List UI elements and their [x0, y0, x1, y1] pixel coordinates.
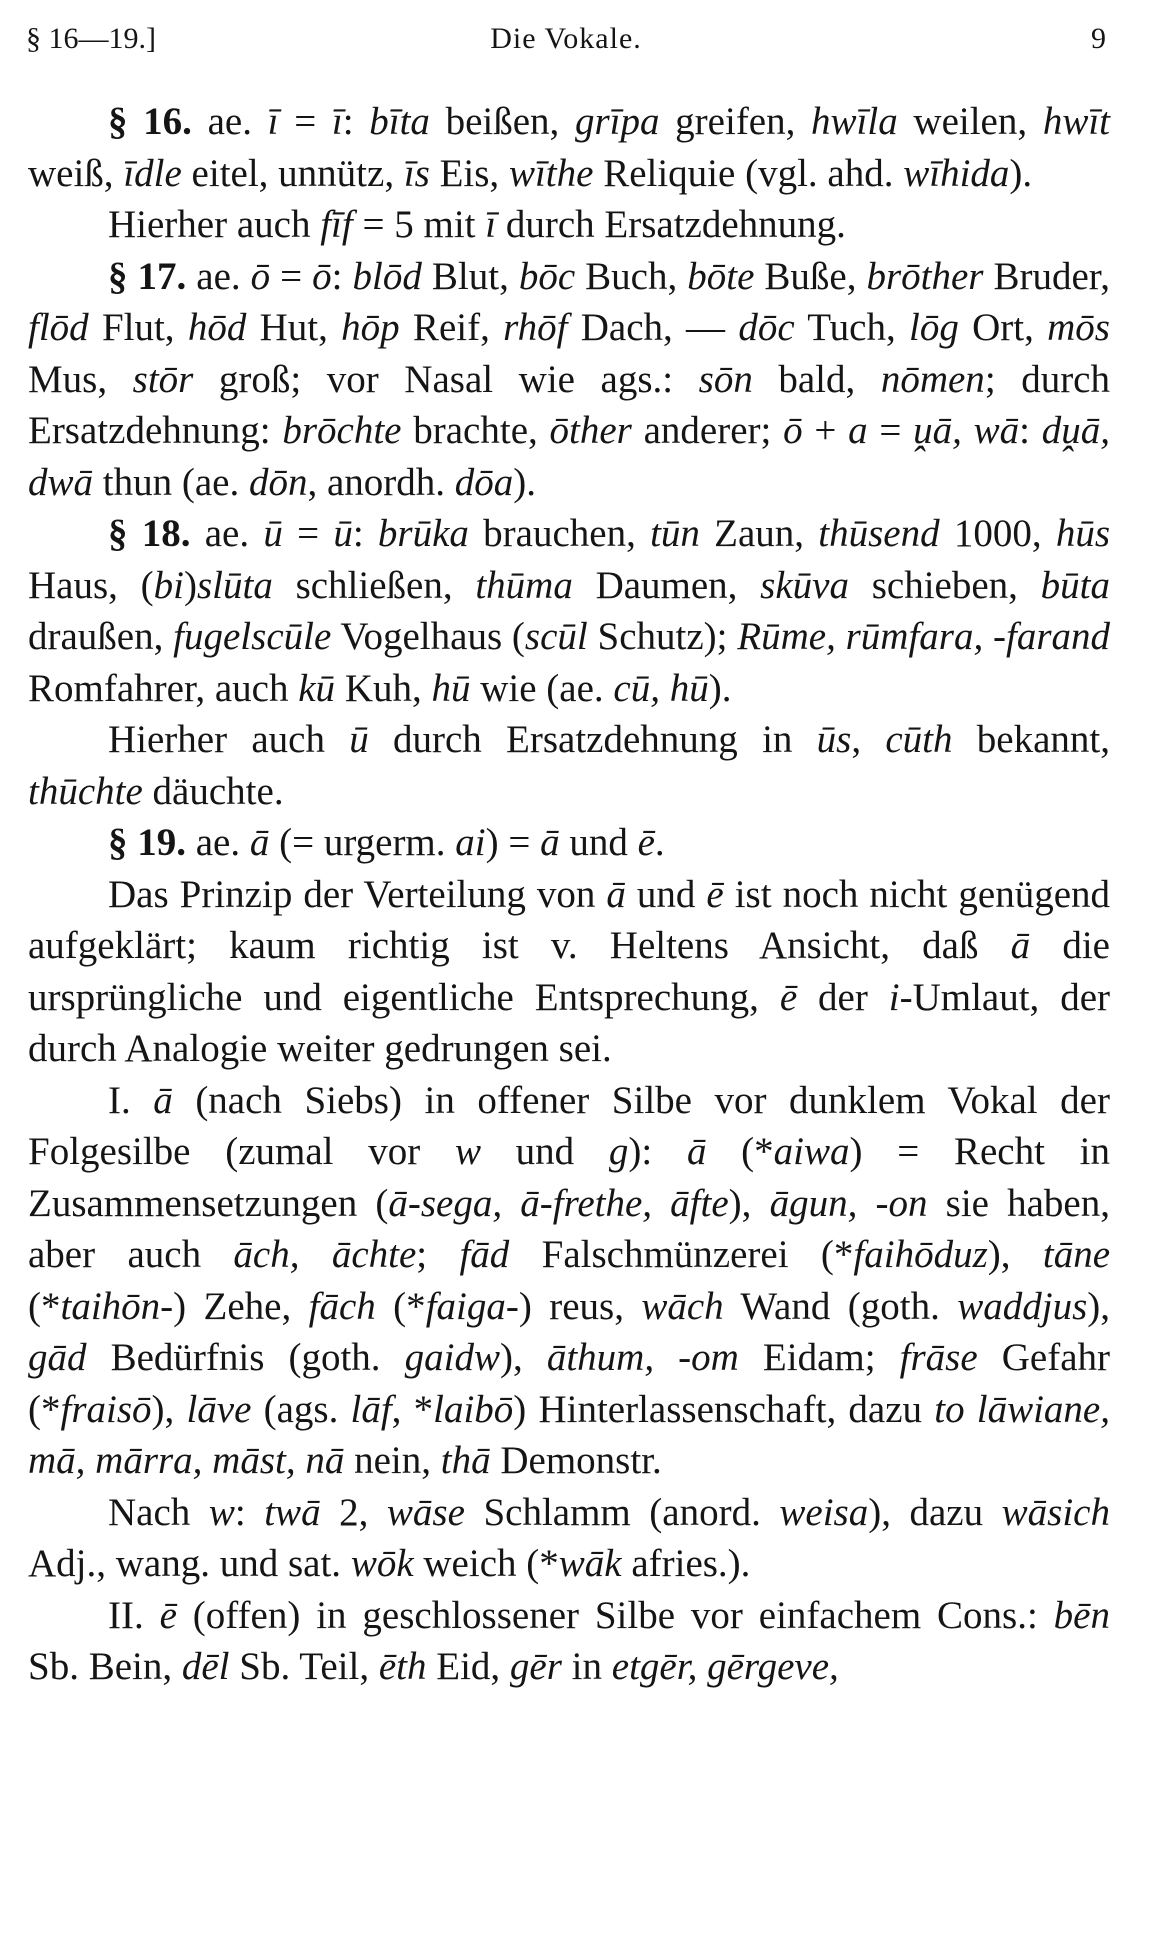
paragraph: II. ē (offen) in geschlossener Silbe vor einfachem Cons.: bēn Sb. Bein, dēl Sb. Teil, ēth Eid, gēr in etgēr, gērgeve,	[28, 1593, 1110, 1688]
paragraph: § 18. ae. ū = ū: brūka brauchen, tūn Zaun, thūsend 1000, hūs Haus, (bi)slūta schließen, thūma Daumen, skūva schieben, būta draußen, fugelscūle Vogelhaus (scūl Schutz); Rūme, rūmfara, -farand Romfahrer, auch kū Kuh, hū wie (ae. cū, hū).	[28, 512, 1111, 710]
paragraph: § 19. ae. ā (= urgerm. ai) = ā und ē.	[108, 821, 665, 864]
chapter-title: Die Vokale.	[490, 22, 642, 55]
paragraph: § 17. ae. ō = ō: blōd Blut, bōc Buch, bōte Buße, brōther Bruder, flōd Flut, hōd Hut, hōp Reif, rhōf Dach, — dōc Tuch, lōg Ort, mōs Mus, stōr groß; vor Nasal wie ags.: sōn bald, nōmen; durch Ersatzdehnung: brōchte brachte, ōther anderer; ō + a = ṷā, wā: dṷā, dwā thun (ae. dōn, anordh. dōa).	[28, 254, 1111, 504]
paragraph: § 16. ae. ī = ī: bīta beißen, grīpa greifen, hwīla weilen, hwīt weiß, īdle eitel, unnütz, īs Eis, wīthe Reliquie (vgl. ahd. wīhida).	[28, 100, 1110, 195]
running-header	[26, 14, 1106, 64]
paragraph: Hierher auch fīf = 5 mit ī durch Ersatzdehnung.	[108, 203, 846, 246]
paragraph: I. ā (nach Siebs) in offener Silbe vor dunklem Vokal der Folgesilbe (zumal vor w und g): ā (*aiwa) = Recht in Zusammensetzungen (ā-sega, ā-frethe, āfte), āgun, -on sie haben, aber auch āch, āchte; fād Falschmünzerei (*faihōduz), tāne (*taihōn-) Zehe, fāch (*faiga-) reus, wāch Wand (goth. waddjus), gād Bedürfnis (goth. gaidw), āthum, -om Eidam; frāse Gefahr (*fraisō), lāve (ags. lāf, *laibō) Hinterlassenschaft, dazu to lāwiane, mā, mārra, māst, nā nein, thā Demonstr.	[28, 1078, 1111, 1482]
paragraph: Das Prinzip der Verteilung von ā und ē ist noch nicht genügend aufgeklärt; kaum richtig ist v. Heltens Ansicht, daß ā die ursprüngliche und eigentliche Entsprechung, ē der i-Umlaut, der durch Analogie weiter gedrungen sei.	[28, 872, 1111, 1070]
section-range: § 16—19.]	[26, 22, 156, 55]
page-body	[28, 96, 1110, 1693]
page-number: 9	[1091, 22, 1106, 55]
paragraph: Nach w: twā 2, wāse Schlamm (anord. weisa), dazu wāsich Adj., wang. und sat. wōk weich (*wāk afries.).	[28, 1490, 1110, 1585]
paragraph: Hierher auch ū durch Ersatzdehnung in ūs, cūth bekannt, thūchte däuchte.	[28, 718, 1110, 813]
